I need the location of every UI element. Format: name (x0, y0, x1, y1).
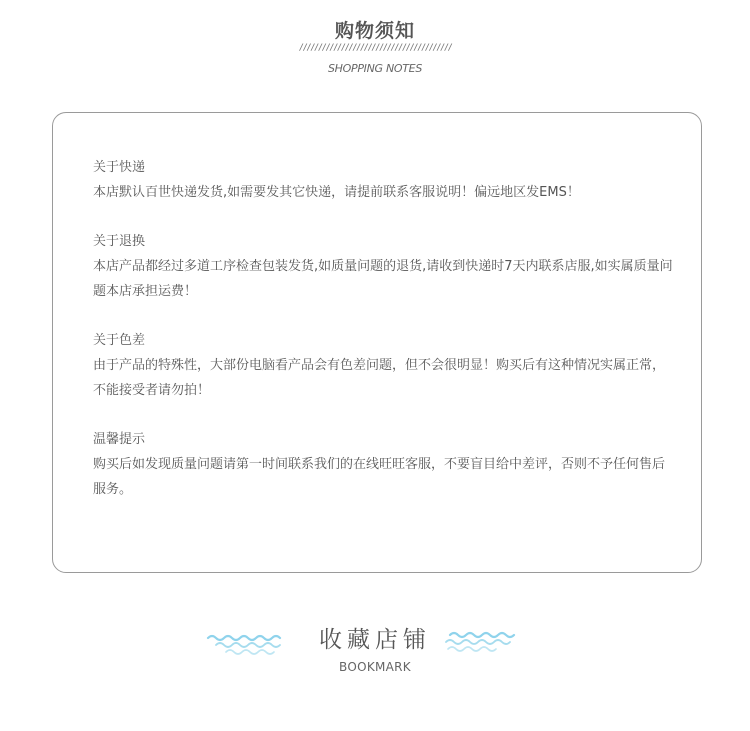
notice-section-body: 由于产品的特殊性，大部份电脑看产品会有色差问题，但不会很明显！购买后有这种情况实属正常，不能接受者请勿拍！ (93, 358, 666, 398)
notice-section-title: 关于快递 (93, 160, 146, 175)
notice-content (93, 155, 673, 526)
notice-section-title: 关于色差 (93, 333, 146, 348)
notice-section-body: 本店产品都经过多道工序检查包装发货,如质量问题的退货,请收到快递时7天内联系店服,如实属质量问题本店承担运费！ (93, 259, 673, 299)
notice-section-body: 本店默认百世快递发货,如需要发其它快递，请提前联系客服说明！偏远地区发EMS！ (93, 185, 580, 200)
bookmark-title: 收藏店铺 (319, 627, 431, 653)
bookmark-subtitle: BOOKMARK (339, 660, 411, 674)
notice-box (52, 112, 702, 573)
notice-section-return (93, 229, 673, 304)
notice-section-title: 温馨提示 (93, 432, 146, 447)
notice-section-body: 购买后如发现质量问题请第一时间联系我们的在线旺旺客服，不要盲目给中差评，否则不予任何售后服务。 (93, 457, 666, 497)
notice-section-express (93, 155, 673, 205)
notice-section-title: 关于退换 (93, 234, 146, 249)
title-decoration: //////////////////////////////////////// (298, 43, 452, 53)
wave-right-icon (444, 628, 520, 654)
title-en: SHOPPING NOTES (327, 62, 422, 75)
notice-section-color (93, 328, 673, 403)
notice-section-tips (93, 427, 673, 502)
title-cn: 购物须知 (334, 20, 415, 42)
